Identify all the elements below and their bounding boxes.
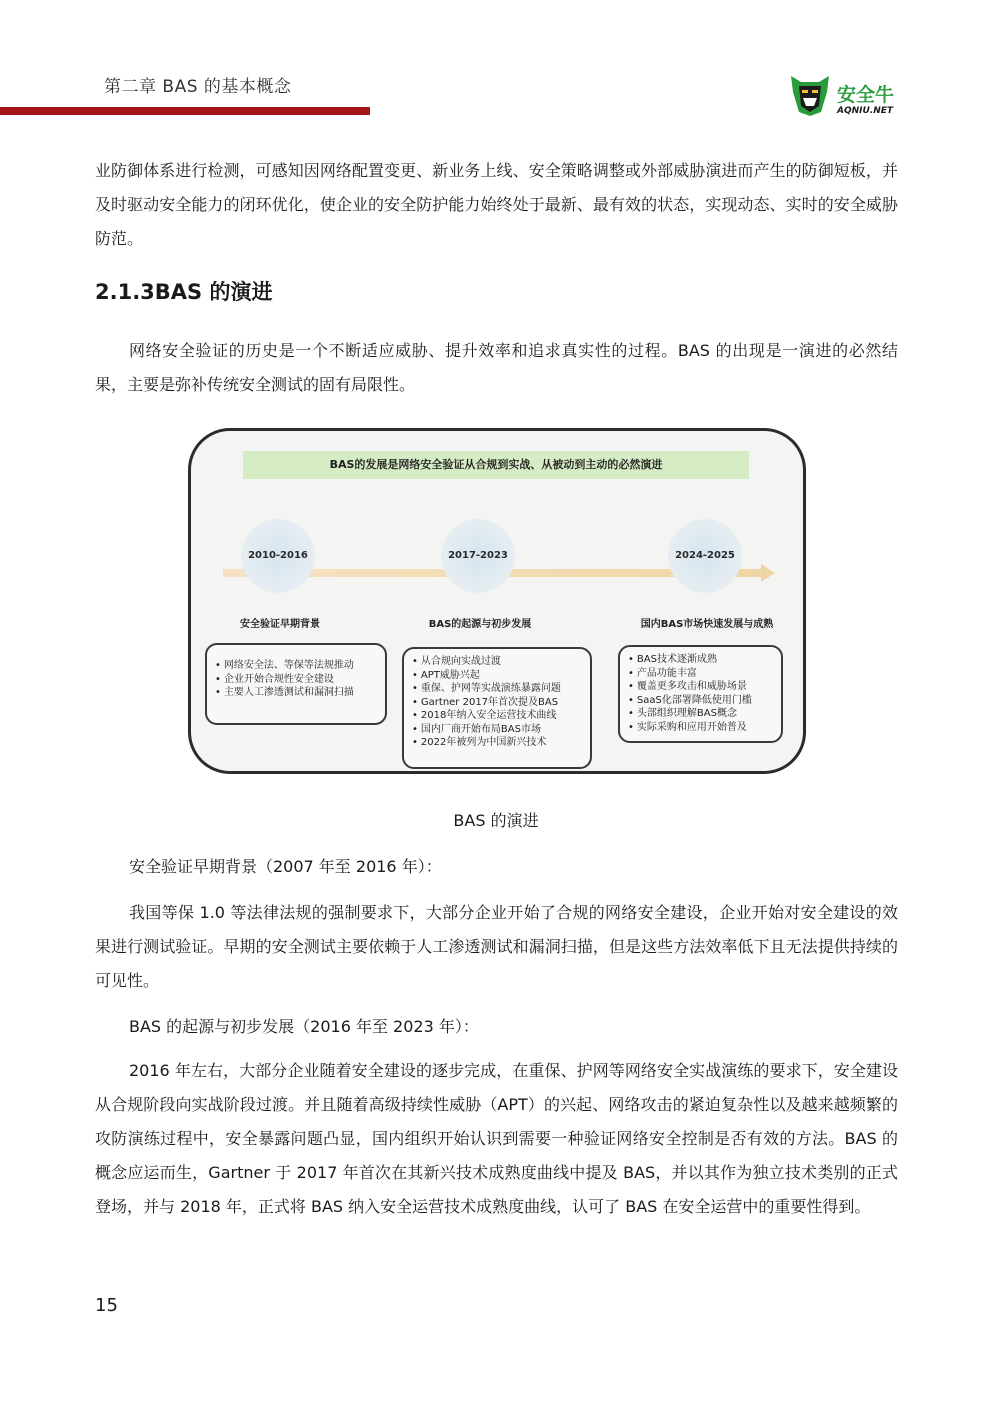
stage-item: • 网络安全法、等保等法规推动: [215, 659, 379, 673]
period-circle: 2010-2016: [241, 519, 315, 593]
timeline-arrow-head: [761, 564, 775, 582]
stage-box-early: [205, 643, 387, 725]
stage-item: • 企业开始合规性安全建设: [215, 673, 379, 687]
stage-title: 国内BAS市场快速发展与成熟: [640, 619, 774, 630]
stage-title: 安全验证早期背景: [240, 619, 320, 630]
stage-title: BAS的起源与初步发展: [428, 619, 532, 630]
brand-logo: [787, 72, 902, 118]
stage-box-origin: [402, 647, 592, 769]
intro-paragraph: 业防御体系进行检测，可感知因网络配置变更、新业务上线、安全策略调整或外部威胁演进而产生的防御短板，并及时驱动安全能力的闭环优化，使企业的安全防护能力始终处于最新、最有效的状态，实现动态、实时的安全威胁防范。: [95, 161, 898, 248]
stage-item: • 产品功能丰富: [628, 667, 775, 681]
stage-item: • 重保、护网等实战演练暴露问题: [412, 682, 584, 696]
period-circle: 2017-2023: [441, 519, 515, 593]
page-number: 15: [95, 1295, 118, 1316]
stage-item: • Gartner 2017年首次提及BAS: [412, 696, 584, 710]
stage-item: • 2018年纳入安全运营技术曲线: [412, 709, 584, 723]
chapter-title: 第二章 BAS 的基本概念: [104, 77, 292, 97]
stage-item: • 覆盖更多攻击和威胁场景: [628, 680, 775, 694]
stage-item: • 国内厂商开始布局BAS市场: [412, 723, 584, 737]
period-circle: 2024-2025: [668, 519, 742, 593]
section-heading: 2.1.3BAS 的演进: [95, 280, 273, 304]
logo-english-text: AQNIU.NET: [837, 106, 894, 116]
section-intro-paragraph: 网络安全验证的历史是一个不断适应威胁、提升效率和追求真实性的过程。BAS 的出现是一演进的必然结果，主要是弥补传统安全测试的固有局限性。: [95, 341, 898, 394]
early-background-label: 安全验证早期背景（2007 年至 2016 年）：: [129, 857, 442, 876]
stage-item: • 2022年被列为中国新兴技术: [412, 736, 584, 750]
stage-item: • BAS技术逐渐成熟: [628, 653, 775, 667]
stage-box-growth: [618, 645, 783, 743]
stage-item: • SaaS化部署降低使用门槛: [628, 694, 775, 708]
figure-caption: BAS 的演进: [453, 811, 539, 830]
stage-item: • 从合规向实战过渡: [412, 655, 584, 669]
header-rule: [0, 107, 370, 115]
logo-chinese-text: 安全牛: [837, 84, 895, 106]
stage-item: • 实际采购和应用开始普及: [628, 721, 775, 735]
stage-item: • 主要人工渗透测试和漏洞扫描: [215, 686, 379, 700]
figure-banner: BAS的发展是网络安全验证从合规到实战、从被动到主动的必然演进: [243, 451, 749, 479]
origin-label: BAS 的起源与初步发展（2016 年至 2023 年）：: [129, 1017, 479, 1036]
stage-item: • 头部组织理解BAS概念: [628, 707, 775, 721]
early-background-paragraph: 我国等保 1.0 等法律法规的强制要求下，大部分企业开始了合规的网络安全建设，企业开始对安全建设的效果进行测试验证。早期的安全测试主要依赖于人工渗透测试和漏洞扫描，但是这些方法效率低下且无法提供持续的可见性。: [95, 903, 898, 990]
bull-mascot-icon: [787, 72, 833, 118]
evolution-figure: [188, 428, 806, 774]
origin-paragraph: 2016 年左右，大部分企业随着安全建设的逐步完成，在重保、护网等网络安全实战演练的要求下，安全建设从合规阶段向实战阶段过渡。并且随着高级持续性威胁（APT）的兴起、网络攻击的紧迫复杂性以及越来越频繁的攻防演练过程中，安全暴露问题凸显，国内组织开始认识到需要一种验证网络安全控制是否有效的方法。BAS 的概念应运而生，Gartner 于 2017 年首次在其新兴技术成熟度曲线中提及 BAS，并以其作为独立技术类别的正式登场，并与 2018 年，正式将 BAS 纳入安全运营技术成熟度曲线，认可了 BAS 在安全运营中的重要性得到。: [95, 1061, 898, 1216]
stage-item: • APT威胁兴起: [412, 669, 584, 683]
